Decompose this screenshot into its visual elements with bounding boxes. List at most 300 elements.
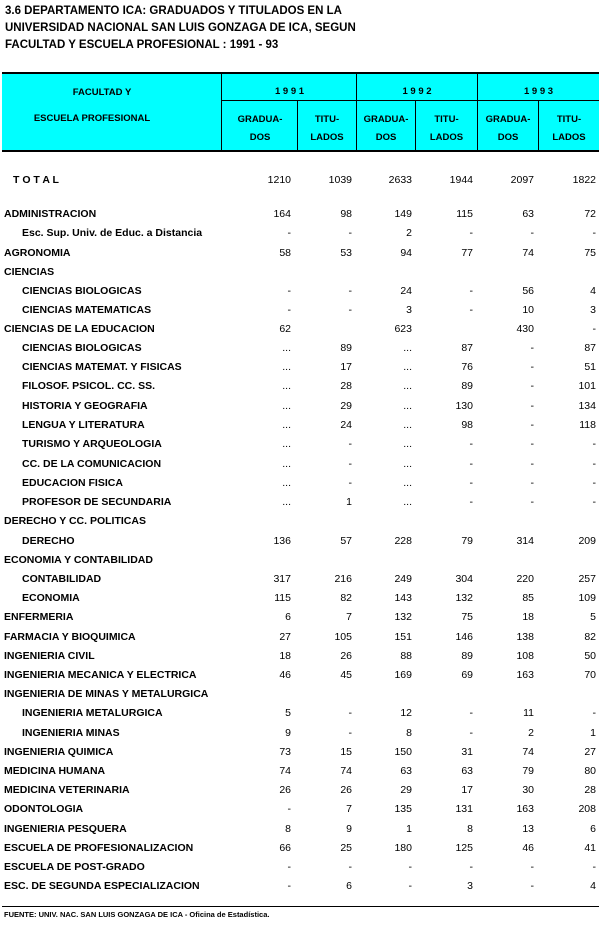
row-value: 63 bbox=[522, 208, 534, 220]
header-divider bbox=[297, 101, 298, 150]
row-value: 138 bbox=[516, 631, 534, 643]
row-value: 180 bbox=[394, 842, 412, 854]
table-row bbox=[0, 321, 613, 340]
row-value: 150 bbox=[394, 746, 412, 758]
row-value: ... bbox=[282, 400, 291, 412]
title-line-1: 3.6 DEPARTAMENTO ICA: GRADUADOS Y TITULADOS EN LA bbox=[5, 5, 342, 17]
row-value: - bbox=[287, 304, 291, 316]
row-value: 66 bbox=[279, 842, 291, 854]
header-titulados-1991-a: TITU- bbox=[314, 114, 340, 125]
row-value: 12 bbox=[400, 707, 412, 719]
row-value: - bbox=[530, 380, 534, 392]
row-value: 1 bbox=[406, 823, 412, 835]
row-value: 3 bbox=[406, 304, 412, 316]
table-row bbox=[0, 494, 613, 513]
row-label: TURISMO Y ARQUEOLOGIA bbox=[22, 438, 162, 450]
header-titulados-1992-b: LADOS bbox=[429, 132, 464, 143]
row-value: 220 bbox=[516, 573, 534, 585]
row-value: ... bbox=[403, 477, 412, 489]
row-value: 26 bbox=[340, 784, 352, 796]
row-value: ... bbox=[403, 342, 412, 354]
header-titulados-1993-a: TITU- bbox=[556, 114, 582, 125]
row-value: 82 bbox=[340, 592, 352, 604]
row-value: 25 bbox=[340, 842, 352, 854]
row-value: 75 bbox=[584, 247, 596, 259]
row-value: - bbox=[469, 861, 473, 873]
row-value: - bbox=[469, 227, 473, 239]
row-value: - bbox=[592, 323, 596, 335]
table-row bbox=[0, 686, 613, 705]
row-value: 8 bbox=[285, 823, 291, 835]
row-value: 58 bbox=[279, 247, 291, 259]
row-value: 169 bbox=[394, 669, 412, 681]
table-row bbox=[0, 283, 613, 302]
table-header bbox=[2, 72, 599, 152]
row-label: INGENIERIA DE MINAS Y METALURGICA bbox=[4, 688, 209, 700]
table-row bbox=[0, 340, 613, 359]
row-value: 13 bbox=[522, 823, 534, 835]
row-value: - bbox=[348, 861, 352, 873]
table-row bbox=[0, 245, 613, 264]
table-row bbox=[0, 705, 613, 724]
table-row bbox=[0, 667, 613, 686]
row-value: - bbox=[530, 438, 534, 450]
table-row bbox=[0, 264, 613, 283]
row-label: PROFESOR DE SECUNDARIA bbox=[22, 496, 172, 508]
row-value: 1210 bbox=[267, 174, 291, 186]
header-graduados-1991-a: GRADUA- bbox=[237, 114, 283, 125]
table-row bbox=[0, 533, 613, 552]
row-value: 623 bbox=[394, 323, 412, 335]
header-year-1992: 1 9 9 2 bbox=[402, 86, 432, 97]
row-value: 94 bbox=[400, 247, 412, 259]
row-value: 79 bbox=[461, 535, 473, 547]
row-value: - bbox=[287, 803, 291, 815]
header-titulados-1992-a: TITU- bbox=[434, 114, 459, 125]
row-value: 26 bbox=[279, 784, 291, 796]
row-label: CIENCIAS BIOLOGICAS bbox=[22, 285, 142, 297]
row-value: - bbox=[287, 285, 291, 297]
row-value: 62 bbox=[279, 323, 291, 335]
row-value: 3 bbox=[467, 880, 473, 892]
table-row bbox=[0, 225, 613, 244]
row-value: ... bbox=[282, 380, 291, 392]
row-value: 7 bbox=[346, 803, 352, 815]
header-titulados-1993-b: LADOS bbox=[552, 132, 586, 143]
row-value: 2097 bbox=[510, 174, 534, 186]
row-value: 87 bbox=[584, 342, 596, 354]
table-row bbox=[0, 359, 613, 378]
row-value: 89 bbox=[340, 342, 352, 354]
row-value: - bbox=[469, 727, 473, 739]
row-label: INGENIERIA QUIMICA bbox=[4, 746, 114, 758]
row-value: 31 bbox=[461, 746, 473, 758]
row-label: ENFERMERIA bbox=[4, 611, 74, 623]
row-value: ... bbox=[282, 496, 291, 508]
row-value: 4 bbox=[590, 285, 596, 297]
row-value: 1039 bbox=[328, 174, 352, 186]
row-label: FILOSOF. PSICOL. CC. SS. bbox=[22, 380, 156, 392]
row-value: 149 bbox=[394, 208, 412, 220]
row-value: 118 bbox=[579, 419, 596, 431]
row-value: ... bbox=[403, 458, 412, 470]
row-value: 18 bbox=[522, 611, 534, 623]
table-row bbox=[0, 378, 613, 397]
row-value: - bbox=[469, 458, 473, 470]
table-row bbox=[0, 763, 613, 782]
header-graduados-1991-b: DOS bbox=[249, 132, 271, 143]
row-value: 77 bbox=[461, 247, 473, 259]
row-value: 24 bbox=[340, 419, 352, 431]
source-note: FUENTE: UNIV. NAC. SAN LUIS GONZAGA DE ICA - Oficina de Estadística. bbox=[4, 910, 270, 919]
table-row bbox=[0, 302, 613, 321]
table-row bbox=[0, 629, 613, 648]
row-label: INGENIERIA CIVIL bbox=[4, 650, 95, 662]
row-value: 56 bbox=[522, 285, 534, 297]
table-row bbox=[0, 821, 613, 840]
row-value: 8 bbox=[406, 727, 412, 739]
row-value: 87 bbox=[461, 342, 473, 354]
row-value: - bbox=[592, 477, 596, 489]
row-label: CIENCIAS MATEMAT. Y FISICAS bbox=[22, 361, 182, 373]
row-value: 135 bbox=[394, 803, 412, 815]
row-label: AGRONOMIA bbox=[4, 247, 71, 259]
row-label: MEDICINA HUMANA bbox=[4, 765, 106, 777]
row-value: 17 bbox=[461, 784, 473, 796]
row-value: - bbox=[348, 304, 352, 316]
row-value: 41 bbox=[584, 842, 596, 854]
row-value: 8 bbox=[467, 823, 473, 835]
header-divider bbox=[538, 101, 539, 150]
row-value: 76 bbox=[461, 361, 473, 373]
row-label: ESC. DE SEGUNDA ESPECIALIZACION bbox=[4, 880, 200, 892]
row-label: CIENCIAS DE LA EDUCACION bbox=[4, 323, 155, 335]
row-value: 2633 bbox=[388, 174, 412, 186]
row-value: - bbox=[592, 227, 596, 239]
row-value: ... bbox=[282, 419, 291, 431]
row-value: - bbox=[348, 285, 352, 297]
row-value: 130 bbox=[455, 400, 473, 412]
footer-rule bbox=[2, 906, 599, 907]
row-value: 146 bbox=[455, 631, 473, 643]
row-value: 57 bbox=[340, 535, 352, 547]
row-value: 28 bbox=[584, 784, 596, 796]
row-value: - bbox=[530, 342, 534, 354]
row-label: DERECHO bbox=[22, 535, 75, 547]
table-row bbox=[0, 609, 613, 628]
header-graduados-1993-a: GRADUA- bbox=[485, 114, 531, 125]
table-row bbox=[0, 782, 613, 801]
row-value: 74 bbox=[522, 247, 534, 259]
row-label: INGENIERIA MECANICA Y ELECTRICA bbox=[4, 669, 197, 681]
row-value: ... bbox=[282, 438, 291, 450]
row-label: LENGUA Y LITERATURA bbox=[22, 419, 145, 431]
row-value: 163 bbox=[516, 803, 534, 815]
header-facultad-label: FACULTAD Y bbox=[72, 87, 132, 98]
row-value: - bbox=[530, 477, 534, 489]
row-value: 136 bbox=[273, 535, 291, 547]
row-value: 208 bbox=[578, 803, 596, 815]
row-value: 28 bbox=[340, 380, 352, 392]
row-label: T O T A L bbox=[13, 174, 59, 186]
row-label: ADMINISTRACION bbox=[4, 208, 97, 220]
row-label: EDUCACION FISICA bbox=[22, 477, 123, 489]
row-value: - bbox=[530, 880, 534, 892]
table-row bbox=[0, 552, 613, 571]
row-value: 6 bbox=[346, 880, 352, 892]
row-value: 29 bbox=[400, 784, 412, 796]
row-value: - bbox=[469, 707, 473, 719]
row-value: 85 bbox=[522, 592, 534, 604]
title-line-2: UNIVERSIDAD NACIONAL SAN LUIS GONZAGA DE ICA, SEGUN bbox=[5, 22, 356, 34]
row-label: DERECHO Y CC. POLITICAS bbox=[4, 515, 146, 527]
table-row bbox=[0, 206, 613, 225]
row-value: - bbox=[287, 861, 291, 873]
row-value: 2 bbox=[406, 227, 412, 239]
row-label: MEDICINA VETERINARIA bbox=[4, 784, 130, 796]
row-value: 50 bbox=[584, 650, 596, 662]
row-value: 74 bbox=[279, 765, 291, 777]
row-value: 5 bbox=[590, 611, 596, 623]
row-value: - bbox=[592, 496, 596, 508]
row-value: ... bbox=[282, 342, 291, 354]
row-value: - bbox=[408, 880, 412, 892]
row-value: 314 bbox=[516, 535, 534, 547]
row-value: 249 bbox=[394, 573, 412, 585]
row-value: 105 bbox=[334, 631, 352, 643]
row-value: 108 bbox=[516, 650, 534, 662]
row-value: 7 bbox=[346, 611, 352, 623]
row-value: - bbox=[348, 458, 352, 470]
row-value: 1822 bbox=[572, 174, 596, 186]
row-label: ODONTOLOGIA bbox=[4, 803, 84, 815]
row-value: 9 bbox=[346, 823, 352, 835]
row-value: 1944 bbox=[449, 174, 473, 186]
row-value: 74 bbox=[340, 765, 352, 777]
row-value: 98 bbox=[340, 208, 352, 220]
row-value: - bbox=[408, 861, 412, 873]
row-value: ... bbox=[403, 438, 412, 450]
row-label: CIENCIAS bbox=[4, 266, 55, 278]
row-value: 1 bbox=[346, 496, 352, 508]
table-row bbox=[0, 571, 613, 590]
row-value: 75 bbox=[461, 611, 473, 623]
row-value: ... bbox=[282, 361, 291, 373]
row-label: FARMACIA Y BIOQUIMICA bbox=[4, 631, 136, 643]
row-value: 10 bbox=[522, 304, 534, 316]
row-value: 3 bbox=[590, 304, 596, 316]
row-value: - bbox=[530, 400, 534, 412]
row-value: 72 bbox=[584, 208, 596, 220]
table-row bbox=[0, 398, 613, 417]
row-label: HISTORIA Y GEOGRAFIA bbox=[22, 400, 148, 412]
row-value: 63 bbox=[461, 765, 473, 777]
row-value: 209 bbox=[578, 535, 596, 547]
row-value: 11 bbox=[523, 707, 534, 719]
row-value: - bbox=[530, 861, 534, 873]
row-value: 115 bbox=[274, 592, 291, 604]
header-divider bbox=[356, 74, 357, 150]
row-value: - bbox=[348, 438, 352, 450]
table-row bbox=[0, 417, 613, 436]
row-value: - bbox=[530, 496, 534, 508]
header-divider bbox=[477, 74, 478, 150]
row-value: 45 bbox=[340, 669, 352, 681]
row-value: 88 bbox=[400, 650, 412, 662]
row-value: 98 bbox=[461, 419, 473, 431]
row-value: 257 bbox=[578, 573, 596, 585]
row-value: ... bbox=[282, 477, 291, 489]
table-row bbox=[0, 878, 613, 897]
row-value: 134 bbox=[578, 400, 596, 412]
row-value: 163 bbox=[516, 669, 534, 681]
header-divider bbox=[221, 74, 222, 150]
header-graduados-1992-a: GRADUA- bbox=[363, 114, 409, 125]
header-divider bbox=[221, 100, 599, 101]
table-row bbox=[0, 801, 613, 820]
row-value: 46 bbox=[279, 669, 291, 681]
row-label: ESCUELA DE POST-GRADO bbox=[4, 861, 145, 873]
row-value: 125 bbox=[455, 842, 473, 854]
row-value: - bbox=[469, 304, 473, 316]
row-value: 5 bbox=[285, 707, 291, 719]
row-value: 80 bbox=[584, 765, 596, 777]
row-value: 228 bbox=[394, 535, 412, 547]
row-value: ... bbox=[403, 361, 412, 373]
row-value: ... bbox=[403, 419, 412, 431]
row-value: - bbox=[287, 227, 291, 239]
row-label: ECONOMIA bbox=[22, 592, 80, 604]
table-row bbox=[0, 172, 613, 191]
row-value: 70 bbox=[584, 669, 596, 681]
row-value: 29 bbox=[340, 400, 352, 412]
header-divider bbox=[415, 101, 416, 150]
row-label: INGENIERIA MINAS bbox=[22, 727, 120, 739]
title-line-3: FACULTAD Y ESCUELA PROFESIONAL : 1991 - 93 bbox=[5, 39, 279, 51]
table-row bbox=[0, 744, 613, 763]
row-value: 131 bbox=[455, 803, 473, 815]
row-label: CONTABILIDAD bbox=[22, 573, 102, 585]
row-value: 317 bbox=[273, 573, 291, 585]
row-value: 115 bbox=[456, 208, 473, 220]
header-graduados-1993-b: DOS bbox=[497, 132, 519, 143]
row-value: 101 bbox=[578, 380, 596, 392]
table-row bbox=[0, 475, 613, 494]
row-value: 15 bbox=[340, 746, 352, 758]
row-value: ... bbox=[403, 380, 412, 392]
row-value: ... bbox=[403, 496, 412, 508]
row-value: 164 bbox=[273, 208, 291, 220]
header-year-1993: 1 9 9 3 bbox=[523, 86, 554, 97]
row-value: 1 bbox=[590, 727, 596, 739]
row-value: - bbox=[592, 438, 596, 450]
header-titulados-1991-b: LADOS bbox=[310, 132, 344, 143]
row-label: ECONOMIA Y CONTABILIDAD bbox=[4, 554, 153, 566]
row-value: - bbox=[348, 227, 352, 239]
row-value: - bbox=[469, 438, 473, 450]
row-value: - bbox=[592, 707, 596, 719]
row-value: 89 bbox=[461, 650, 473, 662]
row-value: 26 bbox=[340, 650, 352, 662]
row-value: 73 bbox=[279, 746, 291, 758]
row-value: 30 bbox=[522, 784, 534, 796]
header-year-1991: 1 9 9 1 bbox=[274, 86, 305, 97]
row-value: 304 bbox=[455, 573, 473, 585]
row-value: - bbox=[348, 477, 352, 489]
table-row bbox=[0, 513, 613, 532]
row-label: Esc. Sup. Univ. de Educ. a Distancia bbox=[22, 227, 203, 239]
row-value: 18 bbox=[279, 650, 291, 662]
row-value: 27 bbox=[584, 746, 596, 758]
table-row bbox=[0, 590, 613, 609]
row-value: - bbox=[592, 861, 596, 873]
row-value: ... bbox=[282, 458, 291, 470]
row-value: 216 bbox=[334, 573, 352, 585]
row-value: 2 bbox=[528, 727, 534, 739]
row-value: 4 bbox=[590, 880, 596, 892]
row-value: - bbox=[530, 458, 534, 470]
row-value: - bbox=[530, 227, 534, 239]
row-value: 46 bbox=[522, 842, 534, 854]
row-value: 63 bbox=[400, 765, 412, 777]
row-label: CC. DE LA COMUNICACION bbox=[22, 458, 162, 470]
row-value: - bbox=[469, 285, 473, 297]
row-label: CIENCIAS MATEMATICAS bbox=[22, 304, 152, 316]
row-value: - bbox=[469, 496, 473, 508]
row-value: 143 bbox=[394, 592, 412, 604]
row-label: INGENIERIA METALURGICA bbox=[22, 707, 163, 719]
row-value: 74 bbox=[522, 746, 534, 758]
row-value: - bbox=[530, 361, 534, 373]
table-row bbox=[0, 436, 613, 455]
row-value: - bbox=[348, 727, 352, 739]
row-value: 6 bbox=[590, 823, 596, 835]
row-value: 51 bbox=[584, 361, 596, 373]
table-row bbox=[0, 725, 613, 744]
row-value: 17 bbox=[340, 361, 352, 373]
row-value: 9 bbox=[285, 727, 291, 739]
row-value: 79 bbox=[522, 765, 534, 777]
table-row bbox=[0, 456, 613, 475]
row-label: INGENIERIA PESQUERA bbox=[4, 823, 127, 835]
row-value: - bbox=[469, 477, 473, 489]
row-value: 6 bbox=[285, 611, 291, 623]
header-escuela-label: ESCUELA PROFESIONAL bbox=[33, 113, 151, 124]
table-row bbox=[0, 840, 613, 859]
row-value: 24 bbox=[400, 285, 412, 297]
row-label: CIENCIAS BIOLOGICAS bbox=[22, 342, 142, 354]
row-value: 82 bbox=[584, 631, 596, 643]
table-row bbox=[0, 859, 613, 878]
table-row bbox=[0, 648, 613, 667]
row-value: - bbox=[348, 707, 352, 719]
row-value: 109 bbox=[578, 592, 596, 604]
row-value: - bbox=[592, 458, 596, 470]
header-graduados-1992-b: DOS bbox=[375, 132, 397, 143]
row-value: 53 bbox=[340, 247, 352, 259]
row-value: 132 bbox=[455, 592, 473, 604]
table-title bbox=[5, 3, 356, 54]
row-value: - bbox=[530, 419, 534, 431]
row-value: 430 bbox=[516, 323, 534, 335]
row-value: 132 bbox=[394, 611, 412, 623]
row-value: - bbox=[287, 880, 291, 892]
row-value: 151 bbox=[394, 631, 412, 643]
row-value: 69 bbox=[461, 669, 473, 681]
row-value: 89 bbox=[461, 380, 473, 392]
row-value: ... bbox=[403, 400, 412, 412]
row-value: 27 bbox=[279, 631, 291, 643]
